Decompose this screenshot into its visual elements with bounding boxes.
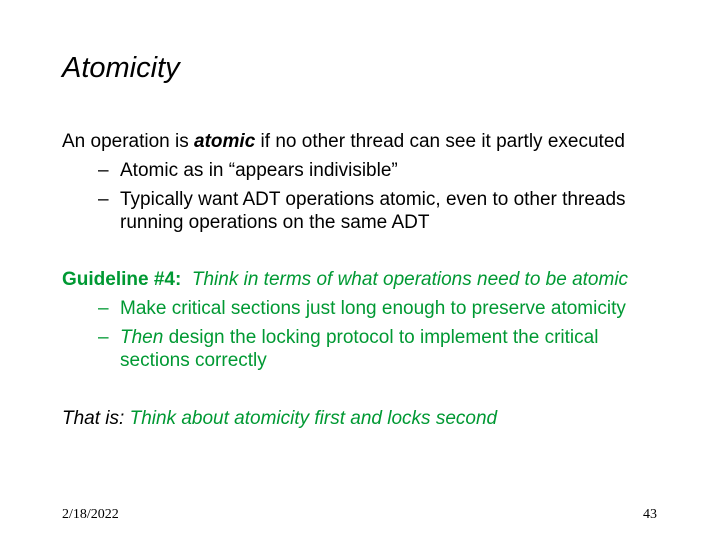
bullet-dash: – — [98, 298, 109, 319]
bullet-text-line1: Typically want ADT operations atomic, even to other threads — [120, 189, 626, 210]
guideline-label: Guideline #4: — [62, 269, 182, 290]
summary-prefix: That is: — [62, 408, 125, 429]
then-emphasis: Then — [120, 327, 164, 348]
guideline-text: Think in terms of what operations need to be atomic — [191, 269, 629, 290]
guideline-bullet-line1-rest: design the locking protocol to implement the critical — [163, 327, 599, 348]
guideline-bullet-line1 — [120, 326, 598, 350]
bullet-text: Atomic as in “appears indivisible” — [120, 160, 398, 181]
atomic-definition-suffix: if no other thread can see it partly executed — [255, 131, 625, 152]
atomic-definition — [62, 130, 625, 154]
slide-title: Atomicity — [62, 52, 180, 84]
summary-line — [62, 407, 497, 431]
page-number: 43 — [643, 507, 657, 522]
bullet-text-line2: running operations on the same ADT — [120, 212, 430, 233]
guideline-bullet-text: Make critical sections just long enough to preserve atomicity — [120, 298, 626, 319]
footer-date: 2/18/2022 — [62, 507, 119, 522]
atomic-definition-prefix: An operation is — [62, 131, 195, 152]
bullet-dash: – — [98, 160, 109, 181]
guideline-heading — [62, 268, 628, 292]
atomic-term: atomic — [194, 131, 256, 152]
summary-text: Think about atomicity first and locks second — [124, 408, 498, 429]
guideline-bullet-line2: sections correctly — [120, 350, 267, 371]
bullet-dash: – — [98, 327, 109, 348]
bullet-dash: – — [98, 189, 109, 210]
